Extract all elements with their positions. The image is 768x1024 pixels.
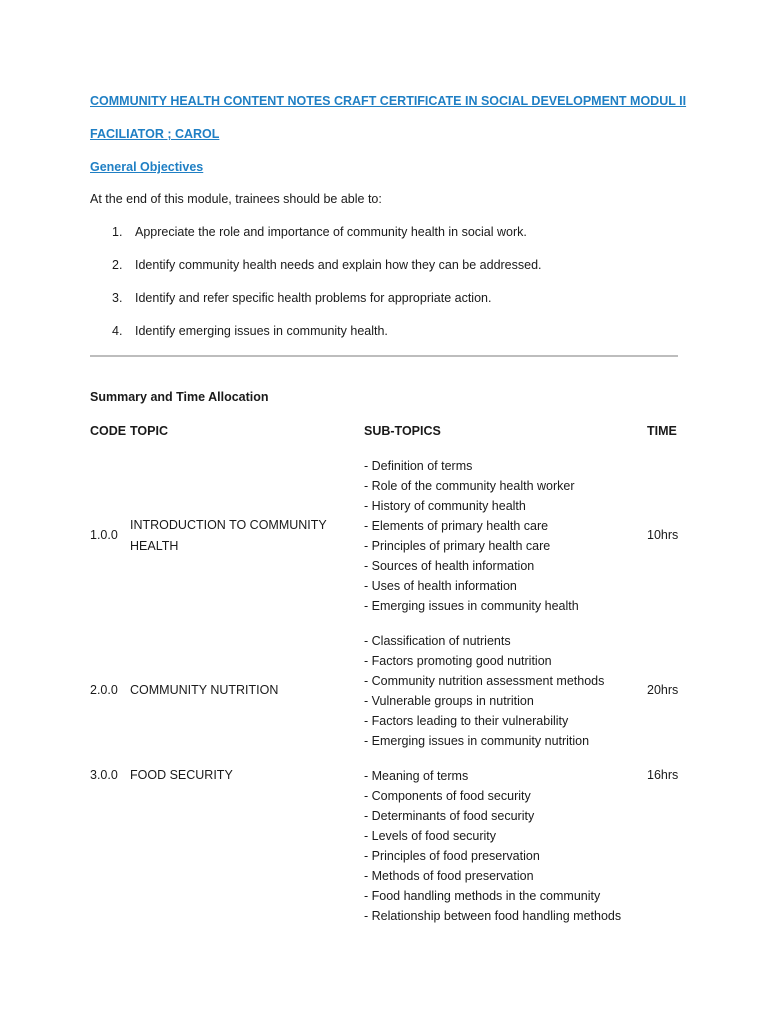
objective-number: 1. <box>112 225 123 239</box>
objective-text: Appreciate the role and importance of community health in social work. <box>135 225 527 239</box>
objective-number: 2. <box>112 258 123 272</box>
objective-number: 4. <box>112 324 123 338</box>
row-time: 16hrs <box>647 768 679 782</box>
row-code: 1.0.0 <box>90 528 118 542</box>
general-objectives-link[interactable]: General Objectives <box>90 160 204 174</box>
row-subtopics <box>364 766 664 926</box>
header-topic: TOPIC <box>130 424 168 438</box>
subtopic-item: - Methods of food preservation <box>364 869 534 883</box>
subtopic-item: - Factors promoting good nutrition <box>364 654 552 668</box>
intro-text: At the end of this module, trainees should be able to: <box>90 192 382 206</box>
subtopic-item: - Levels of food security <box>364 829 497 843</box>
subtopic-item: - Vulnerable groups in nutrition <box>364 694 534 708</box>
subtopic-item: - Food handling methods in the community <box>364 889 601 903</box>
subtopic-item: - Meaning of terms <box>364 769 469 783</box>
subtopic-item: - Sources of health information <box>364 559 535 573</box>
row-topic: FOOD SECURITY <box>130 768 233 782</box>
summary-title: Summary and Time Allocation <box>90 390 269 404</box>
row-subtopics <box>364 631 664 751</box>
subtopic-item: - Components of food security <box>364 789 531 803</box>
subtopic-item: - Emerging issues in community nutrition <box>364 734 590 748</box>
subtopic-item: - Definition of terms <box>364 459 473 473</box>
row-code: 3.0.0 <box>90 768 118 782</box>
subtopic-item: - Emerging issues in community health <box>364 599 579 613</box>
header-subtopics: SUB-TOPICS <box>364 424 441 438</box>
subtopic-item: - Role of the community health worker <box>364 479 575 493</box>
subtopic-item: - Principles of food preservation <box>364 849 540 863</box>
objective-number: 3. <box>112 291 123 305</box>
header-time: TIME <box>647 424 677 438</box>
row-time: 10hrs <box>647 528 679 542</box>
subtopic-item: - Uses of health information <box>364 579 517 593</box>
objective-text: Identify community health needs and explain how they can be addressed. <box>135 258 542 272</box>
subtopic-item: - Relationship between food handling methods <box>364 909 622 923</box>
facilitator-link[interactable]: FACILIATOR ; CAROL <box>90 127 220 141</box>
row-code: 2.0.0 <box>90 683 118 697</box>
subtopic-item: - Community nutrition assessment methods <box>364 674 605 688</box>
subtopic-item: - Factors leading to their vulnerability <box>364 714 569 728</box>
header-code: CODE <box>90 424 127 438</box>
row-subtopics <box>364 456 664 616</box>
subtopic-item: - Elements of primary health care <box>364 519 549 533</box>
subtopic-item: - Principles of primary health care <box>364 539 551 553</box>
document-title-link[interactable]: COMMUNITY HEALTH CONTENT NOTES CRAFT CERTIFICATE IN SOCIAL DEVELOPMENT MODUL II <box>90 94 687 108</box>
objective-text: Identify and refer specific health problems for appropriate action. <box>135 291 492 305</box>
subtopic-item: - Classification of nutrients <box>364 634 511 648</box>
subtopic-item: - Determinants of food security <box>364 809 535 823</box>
horizontal-divider <box>90 355 678 357</box>
objective-text: Identify emerging issues in community health. <box>135 324 388 338</box>
row-topic: INTRODUCTION TO COMMUNITY HEALTH <box>130 518 327 553</box>
row-topic: COMMUNITY NUTRITION <box>130 683 279 697</box>
row-time: 20hrs <box>647 683 679 697</box>
subtopic-item: - History of community health <box>364 499 526 513</box>
